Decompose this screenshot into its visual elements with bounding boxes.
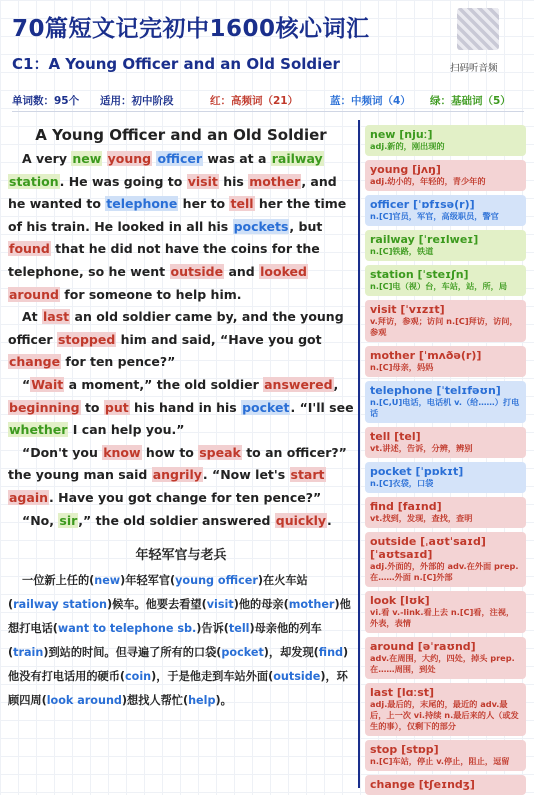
story-text: a moment,” the old soldier <box>64 376 264 392</box>
vocab-headword: change [tʃeɪndʒ] <box>370 778 475 791</box>
translation-text: )年轻军官( <box>120 574 176 588</box>
story-text: “ <box>22 376 31 392</box>
translation-english-word: coin <box>125 670 152 684</box>
vocab-card[interactable] <box>365 740 526 771</box>
vocab-headword: mother [ˈmʌðə(r)] <box>370 349 482 362</box>
highlighted-word[interactable]: new <box>72 151 102 166</box>
story-text: how to <box>141 444 199 460</box>
vocab-card[interactable] <box>365 462 526 493</box>
story-paragraph <box>8 306 354 374</box>
story-text: his <box>218 173 249 189</box>
vocab-headword: railway [ˈreɪlweɪ] <box>370 233 479 246</box>
highlighted-word[interactable]: answered <box>264 376 333 392</box>
vocab-card[interactable] <box>365 300 526 342</box>
vocab-card[interactable] <box>365 591 526 633</box>
vocab-headword: visit [ˈvɪzɪt] <box>370 303 445 316</box>
translation-text: 一位新上任的( <box>22 574 95 588</box>
translation-english-word: look around <box>46 694 122 708</box>
story-text: her the time of his train. He looked in all his <box>8 196 347 234</box>
story-text: A very <box>22 151 72 166</box>
highlighted-word[interactable]: mother <box>249 173 301 189</box>
word-count: 单词数：95个 <box>12 95 80 107</box>
vocab-card[interactable] <box>365 683 526 736</box>
vocab-definition: n.[C]车站，停止 v.停止，阻止，逗留 <box>370 756 510 766</box>
story-text: her to <box>178 196 230 212</box>
vocab-headword: look [lʊk] <box>370 594 430 607</box>
story-text: that he did not have the coins for the telephone, so he went <box>8 241 320 279</box>
story-text: At <box>22 309 43 325</box>
legend-green: 绿：基础词（5） <box>430 95 511 107</box>
vocab-list <box>365 125 526 795</box>
story-text: “Don't you <box>22 444 103 460</box>
page-header <box>0 0 534 92</box>
highlighted-word[interactable]: Wait <box>31 376 64 392</box>
translation-english-word: outside <box>273 670 321 684</box>
highlighted-word[interactable]: visit <box>187 173 218 189</box>
highlighted-word[interactable]: looked <box>260 263 307 279</box>
highlighted-word[interactable]: angrily <box>152 467 202 483</box>
vocab-headword: last [lɑːst] <box>370 686 435 699</box>
translation-text: )母亲他的列车( <box>8 622 322 660</box>
vocab-headword: around [əˈraʊnd] <box>370 640 476 653</box>
translation-title: 年轻军官与老兵 <box>135 548 227 564</box>
translation-english-word: find <box>318 646 344 660</box>
highlighted-word[interactable]: beginning <box>9 399 80 415</box>
vocab-definition: n.[C]母亲，妈妈 <box>370 362 434 372</box>
vocab-definition: n.[C]铁路，铁道 <box>370 246 434 256</box>
vocab-definition: n.[C,U]电话，电话机 v.（给……）打电话 <box>370 397 520 418</box>
vocab-definition: vi.看 v.-link.看上去 n.[C]看，注视，外表，表情 <box>370 607 515 628</box>
vocab-definition: n.[C]电（视）台，车站，站，所，局 <box>370 281 508 291</box>
translation-text: )想找人帮忙( <box>121 694 189 708</box>
translation-english-word: help <box>188 694 216 708</box>
highlighted-word[interactable]: sir <box>59 512 78 528</box>
lesson-subtitle: C1：A Young Officer and an Old Soldier <box>12 55 340 73</box>
vocab-headword: find [faɪnd] <box>370 500 442 513</box>
translation-english-word: pocket <box>221 646 264 660</box>
story-paragraph <box>8 510 354 533</box>
vocab-definition: v.拜访，参观；访问 n.[C]拜访，访问，参观 <box>370 316 518 337</box>
story-body <box>8 148 354 532</box>
translation-english-word: tell <box>228 622 250 636</box>
translation-text: )，环顾四周( <box>8 670 348 708</box>
story-text: , and he wanted to <box>8 173 337 212</box>
translation-text: )，却发现( <box>263 646 319 660</box>
translation-text: )告诉( <box>196 622 229 636</box>
story-title: A Young Officer and an Old Soldier <box>35 126 327 144</box>
header-divider <box>12 111 524 112</box>
column-divider <box>358 120 360 788</box>
translation-text: )在火车站( <box>8 574 308 612</box>
vocab-card[interactable] <box>365 195 526 226</box>
vocab-definition: n.[C]衣袋，口袋 <box>370 478 434 488</box>
story-paragraph <box>8 148 354 306</box>
vocab-card[interactable] <box>365 265 526 296</box>
translation-english-word: train <box>13 646 44 660</box>
story-text: an old soldier came by, and the young officer <box>8 309 344 347</box>
translation-text: )他的母亲( <box>233 598 289 612</box>
highlighted-word[interactable]: pockets <box>233 218 289 234</box>
vocab-card[interactable] <box>365 230 526 261</box>
stats-bar <box>12 93 524 109</box>
highlighted-word[interactable]: quickly <box>275 512 327 528</box>
highlighted-word[interactable]: young <box>107 151 152 166</box>
story-text: . <box>327 512 332 528</box>
highlighted-word[interactable]: railway <box>271 151 323 166</box>
highlighted-word[interactable]: pocket <box>242 399 290 415</box>
highlighted-word[interactable]: around <box>9 286 59 302</box>
vocab-card[interactable] <box>365 497 526 528</box>
translation-text: )。 <box>215 694 232 708</box>
highlighted-word[interactable]: start <box>290 467 325 483</box>
story-text: to an officer?” the young man said <box>8 444 347 483</box>
vocab-headword: stop [stɒp] <box>370 743 439 756</box>
translation-text: )候车。他要去看望( <box>106 598 207 612</box>
highlighted-word[interactable]: station <box>9 173 59 189</box>
translation-text: )到站的时间。但寻遍了所有的口袋( <box>43 646 222 660</box>
vocab-headword: outside [ˌaʊtˈsaɪd] [ˈaʊtsaɪd] <box>370 535 486 561</box>
vocab-headword: tell [tel] <box>370 430 421 443</box>
vocab-card[interactable] <box>365 160 526 191</box>
vocab-card[interactable] <box>365 637 526 679</box>
vocab-card[interactable] <box>365 381 526 423</box>
vocab-card[interactable] <box>365 427 526 458</box>
translation-text: )他没有打电话用的硬币( <box>8 646 349 684</box>
translation-english-word: young officer <box>175 574 258 588</box>
story-text: . “Now let's <box>202 467 290 483</box>
story-text: . Have you got change for ten pence?” <box>49 489 322 505</box>
translation-text: )他想打电话( <box>8 598 351 636</box>
vocab-headword: officer [ˈɒfɪsə(r)] <box>370 198 475 211</box>
story-column <box>8 126 354 713</box>
story-text: , but <box>289 218 323 234</box>
story-text: for someone to help him. <box>59 286 242 302</box>
highlighted-word[interactable]: outside <box>170 263 224 279</box>
story-paragraph <box>8 442 354 510</box>
legend-blue: 蓝：中频词（4） <box>330 95 411 107</box>
story-text: his hand in his <box>129 399 242 415</box>
translation-text: )，于是他走到车站外面( <box>151 670 274 684</box>
book-title: 70篇短文记完初中1600核心词汇 <box>12 16 370 42</box>
story-text: to <box>80 399 104 415</box>
vocab-card[interactable] <box>365 125 526 156</box>
vocab-definition: n.[C]官员，军官，高级职员，警官 <box>370 211 499 221</box>
level-label: 适用：初中阶段 <box>100 95 174 107</box>
vocab-definition: vt.找到，发现，查找，查明 <box>370 513 473 523</box>
story-text: I can help you.” <box>68 422 185 438</box>
highlighted-word[interactable]: know <box>103 444 141 460</box>
story-text <box>102 151 106 166</box>
translation-english-word: railway station <box>13 598 107 612</box>
vocab-definition: adv.在周围，大约，四处，掉头 prep.在……周围，到处 <box>370 653 515 674</box>
highlighted-word[interactable]: again <box>9 489 49 505</box>
highlighted-word[interactable]: officer <box>157 151 203 166</box>
vocab-headword: young [jʌŋ] <box>370 163 441 176</box>
story-text: for ten pence?” <box>61 354 176 370</box>
vocab-headword: station [ˈsteɪʃn] <box>370 268 469 281</box>
highlighted-word[interactable]: speak <box>199 444 241 460</box>
vocab-headword: telephone [ˈtelɪfəʊn] <box>370 384 501 397</box>
vocab-card[interactable] <box>365 532 526 587</box>
highlighted-word[interactable]: put <box>104 399 129 415</box>
story-text: . He was going to <box>59 173 187 189</box>
qr-code-icon[interactable] <box>457 8 499 50</box>
translation-english-word: visit <box>206 598 234 612</box>
translation-english-word: new <box>94 574 121 588</box>
story-paragraph <box>8 374 354 442</box>
highlighted-word[interactable]: whether <box>9 422 68 438</box>
highlighted-word[interactable]: tell <box>230 196 254 212</box>
vocab-definition: adj.新的，刚出现的 <box>370 141 445 151</box>
translation-english-word: mother <box>288 598 335 612</box>
story-text: , <box>333 376 339 392</box>
highlighted-word[interactable]: last <box>43 309 70 325</box>
legend-red: 红：高频词（21） <box>210 95 299 107</box>
highlighted-word[interactable]: telephone <box>106 196 178 212</box>
story-text: was at a <box>203 151 271 166</box>
vocab-headword: new [njuː] <box>370 128 433 141</box>
story-text: ,” the old soldier answered <box>78 512 275 528</box>
story-text: and <box>224 263 260 279</box>
story-text: “No, <box>22 512 59 528</box>
vocab-definition: adj.最后的，末尾的，最近的 adv.最后，上一次 vi.持续 n.最后来的人（或发生的事），仅剩下的部分 <box>370 699 519 731</box>
vocab-card[interactable] <box>365 775 526 795</box>
vocab-definition: adj.外面的，外部的 adv.在外面 prep.在……外面 n.[C]外部 <box>370 561 519 582</box>
highlighted-word[interactable]: found <box>9 241 50 257</box>
highlighted-word[interactable]: stopped <box>57 331 116 347</box>
qr-label: 扫码听音频 <box>450 63 498 74</box>
translation-body <box>8 569 354 713</box>
vocab-card[interactable] <box>365 346 526 377</box>
vocab-definition: adj.幼小的，年轻的，青少年的 <box>370 176 486 186</box>
story-text: . “I'll see <box>290 399 354 415</box>
vocab-headword: pocket [ˈpɒkɪt] <box>370 465 464 478</box>
vocab-definition: vt.讲述，告诉，分辨，辨别 <box>370 443 473 453</box>
translation-english-word: want to telephone sb. <box>57 622 197 636</box>
highlighted-word[interactable]: change <box>9 354 61 370</box>
story-text: him and said, “Have you got <box>116 331 322 347</box>
